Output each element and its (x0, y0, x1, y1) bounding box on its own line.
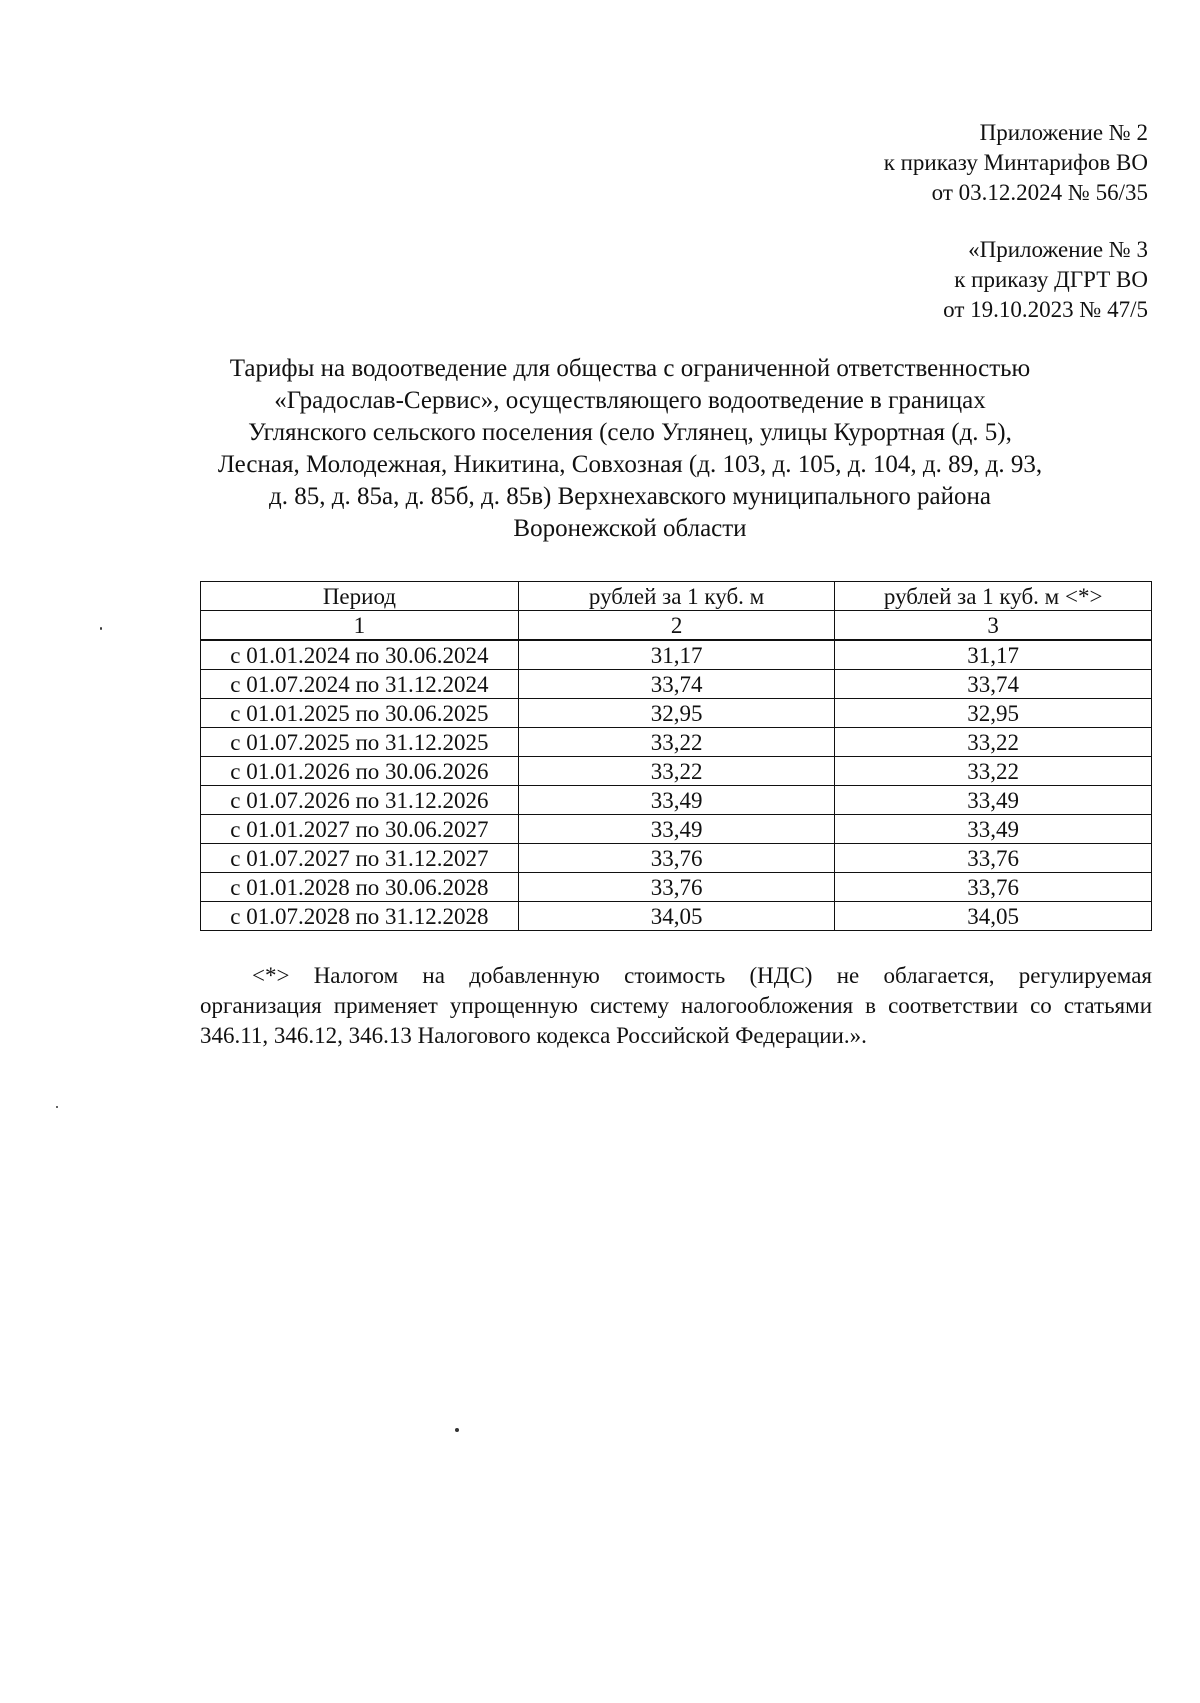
tariff-table (200, 581, 1152, 931)
rate-cell: 32,95 (518, 699, 835, 728)
rate-no-vat-cell: 33,76 (835, 873, 1152, 902)
rate-no-vat-cell: 33,49 (835, 786, 1152, 815)
annex-order-date: от 19.10.2023 № 47/5 (943, 297, 1148, 322)
table-row (201, 815, 1152, 844)
period-cell: с 01.07.2028 по 31.12.2028 (201, 902, 519, 931)
header-period: Период (201, 582, 519, 611)
table-row (201, 873, 1152, 902)
rate-cell: 33,49 (518, 786, 835, 815)
column-number: 3 (835, 611, 1152, 641)
period-cell: с 01.01.2028 по 30.06.2028 (201, 873, 519, 902)
footnote-line: организация применяет упрощенную систему налогообложения в соответствии со статьями (200, 993, 1152, 1018)
table-row (201, 844, 1152, 873)
scan-speck (56, 1106, 58, 1108)
table-row (201, 640, 1152, 670)
rate-cell: 31,17 (518, 640, 835, 670)
rate-no-vat-cell: 33,76 (835, 844, 1152, 873)
column-numbering-row (201, 611, 1152, 641)
footnote-line: <*> Налогом на добавленную стоимость (НДС) не облагается, регулируемая (252, 963, 1152, 988)
rate-no-vat-cell: 33,49 (835, 815, 1152, 844)
table-row (201, 786, 1152, 815)
scan-speck (455, 1428, 459, 1432)
rate-cell: 33,76 (518, 873, 835, 902)
period-cell: с 01.01.2025 по 30.06.2025 (201, 699, 519, 728)
rate-cell: 33,76 (518, 844, 835, 873)
scan-speck (100, 627, 102, 630)
annex-header-current (884, 118, 1148, 208)
rate-no-vat-cell: 33,22 (835, 728, 1152, 757)
column-number: 1 (201, 611, 519, 641)
title-line: Воронежской области (513, 515, 747, 542)
annex-order-date: от 03.12.2024 № 56/35 (931, 180, 1148, 205)
period-cell: с 01.01.2024 по 30.06.2024 (201, 640, 519, 670)
document-title (180, 353, 1080, 545)
rate-no-vat-cell: 34,05 (835, 902, 1152, 931)
title-line: Тарифы на водоотведение для общества с ограниченной ответственностью (229, 355, 1031, 382)
column-number: 2 (518, 611, 835, 641)
rate-cell: 33,22 (518, 728, 835, 757)
header-rate-no-vat: рублей за 1 куб. м <*> (835, 582, 1152, 611)
period-cell: с 01.07.2024 по 31.12.2024 (201, 670, 519, 699)
rate-no-vat-cell: 33,74 (835, 670, 1152, 699)
title-line: Углянского сельского поселения (село Углянец, улицы Курортная (д. 5), (248, 419, 1012, 446)
title-line: Лесная, Молодежная, Никитина, Совхозная (д. 103, д. 105, д. 104, д. 89, д. 93, (217, 451, 1043, 478)
annex-header-previous (943, 235, 1148, 325)
table-row (201, 728, 1152, 757)
annex-order-ref: к приказу Минтарифов ВО (883, 150, 1148, 175)
period-cell: с 01.01.2026 по 30.06.2026 (201, 757, 519, 786)
period-cell: с 01.07.2027 по 31.12.2027 (201, 844, 519, 873)
rate-cell: 33,22 (518, 757, 835, 786)
period-cell: с 01.07.2026 по 31.12.2026 (201, 786, 519, 815)
vat-footnote (200, 961, 1152, 1051)
table-header-row (201, 582, 1152, 611)
rate-cell: 34,05 (518, 902, 835, 931)
footnote-line: 346.11, 346.12, 346.13 Налогового кодекса Российской Федерации.». (200, 1023, 867, 1048)
period-cell: с 01.01.2027 по 30.06.2027 (201, 815, 519, 844)
title-line: «Градослав-Сервис», осуществляющего водоотведение в границах (274, 387, 986, 414)
table-row (201, 699, 1152, 728)
rate-no-vat-cell: 33,22 (835, 757, 1152, 786)
header-rate: рублей за 1 куб. м (518, 582, 835, 611)
rate-no-vat-cell: 31,17 (835, 640, 1152, 670)
table-row (201, 757, 1152, 786)
annex-order-ref: к приказу ДГРТ ВО (954, 267, 1148, 292)
rate-cell: 33,49 (518, 815, 835, 844)
period-cell: с 01.07.2025 по 31.12.2025 (201, 728, 519, 757)
table-row (201, 902, 1152, 931)
annex-number: «Приложение № 3 (968, 237, 1148, 262)
annex-number: Приложение № 2 (979, 120, 1148, 145)
table-row (201, 670, 1152, 699)
title-line: д. 85, д. 85а, д. 85б, д. 85в) Верхнехавского муниципального района (269, 483, 991, 510)
rate-cell: 33,74 (518, 670, 835, 699)
rate-no-vat-cell: 32,95 (835, 699, 1152, 728)
